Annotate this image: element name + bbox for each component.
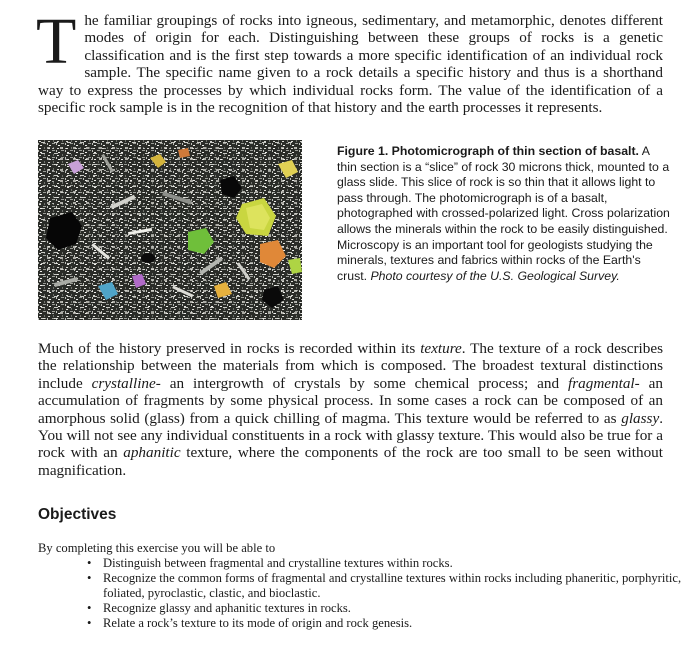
objective-text: Relate a rock’s texture to its mode of origin and rock genesis. (103, 616, 413, 630)
bullet-icon: • (87, 571, 92, 585)
objective-item (87, 616, 687, 631)
term-crystalline: crystalline (91, 374, 156, 392)
figure-credit: Photo courtesy of the U.S. Geological Survey. (370, 268, 620, 283)
texture-text-6: texture, where the components of the rock are too small to be seen without magnification. (38, 444, 663, 479)
objective-text: Distinguish between fragmental and crystalline textures within rocks. (103, 556, 453, 570)
texture-text-4: - an accumulation of fragments by some physical process. In some cases a rock can be composed of an amorphous solid (glass) from a quick chilling of magma. This texture would be referred to as (38, 374, 663, 427)
objectives-intro: By completing this exercise you will be able to (38, 541, 276, 555)
term-aphanitic: aphanitic (123, 444, 181, 462)
drop-cap: T (36, 5, 77, 78)
intro-paragraph (36, 5, 663, 117)
bullet-icon: • (87, 601, 92, 615)
objectives-list (87, 556, 687, 631)
texture-text-2: . The texture of a rock describes the relationship between the materials from which is composed. The broadest textural distinctions include (38, 340, 664, 392)
term-glassy: glassy (621, 409, 660, 427)
texture-text-1: Much of the history preserved in rocks is recorded within its (38, 340, 421, 357)
photomicrograph-image (38, 140, 302, 320)
figure-caption-body: A thin section is a “slice” of rock 30 microns thick, mounted to a glass slide. This slice of rock is so thin that it allows light to pass through. The photomicrograph is of a basalt, photographed with crossed-polarized light. Cross polarization allows the minerals within the rock to be easily distinguished. Microscopy is an important tool for geologists studying the minerals, textures and fabrics within rocks of the Earth's crust. (337, 144, 670, 283)
figure-caption (337, 144, 672, 284)
objective-text: Recognize glassy and aphanitic textures in rocks. (103, 601, 351, 615)
objective-item (87, 601, 687, 616)
texture-text-5: . You will not see any individual constituents in a rock with glassy texture. This would also be true for a rock with an (38, 409, 663, 462)
photomicrograph-basalt-image (38, 140, 302, 320)
bullet-icon: • (87, 556, 92, 570)
objectives-heading: Objectives (38, 506, 117, 523)
objective-item (87, 571, 687, 601)
figure-title: Figure 1. Photomicrograph of thin section of basalt. (337, 144, 639, 158)
objective-item (87, 556, 687, 571)
intro-text: he familiar groupings of rocks into igneous, sedimentary, and metamorphic, denotes different modes of origin for each. Distinguishing between these groups of rocks is a genetic classification and is the first step towards a more specific identification of an individual rock sample. The specific name given to a rock details a specific history and thus is a shorthand way to express the processes by which individual rocks form. The value of the identification of a specific rock sample is in the recognition of that history and the earth processes it represents. (38, 12, 663, 117)
texture-paragraph (38, 340, 663, 479)
objective-text: Recognize the common forms of fragmental and crystalline textures within rocks including phaneritic, porphyritic, foliated, pyroclastic, clastic, and bioclastic. (103, 571, 682, 600)
term-texture: texture (420, 340, 462, 357)
term-fragmental: fragmental (568, 374, 635, 392)
texture-text-3: - an intergrowth of crystals by some chemical process; and (155, 374, 568, 392)
bullet-icon: • (87, 616, 92, 630)
